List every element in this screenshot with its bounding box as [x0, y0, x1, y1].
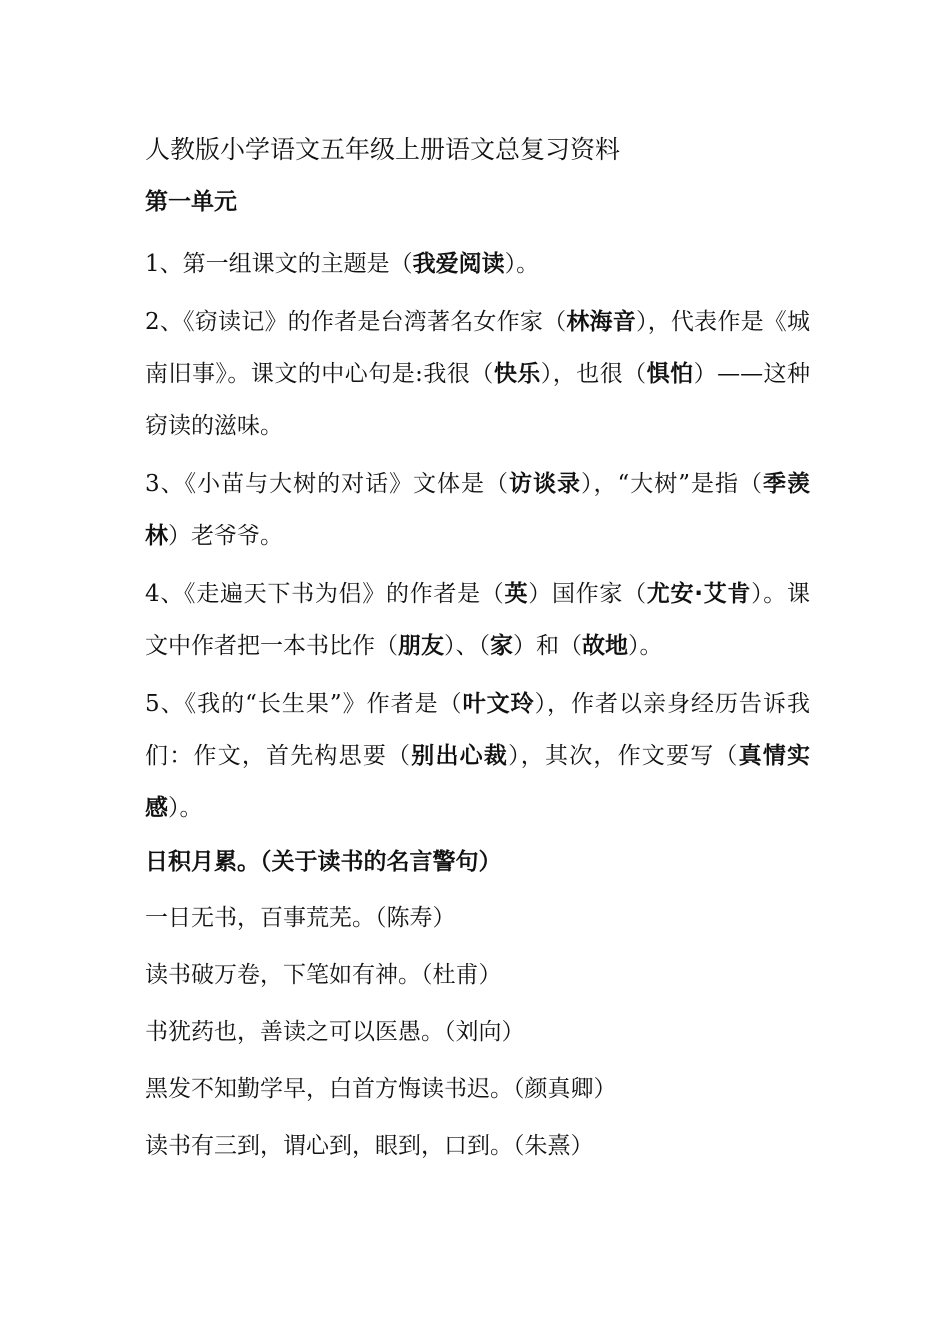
question-text: ）。	[504, 251, 540, 277]
quote-list	[145, 890, 810, 1175]
question-text: ），代表作是《城南旧事》。课文的中心句是:我很（	[145, 309, 811, 387]
answer-text: 叶文玲	[462, 691, 535, 717]
question-text: 5、《我的“长生果”》作者是（	[145, 691, 463, 717]
answer-text: 真情实感	[145, 743, 811, 821]
answer-text: 别出心裁	[411, 743, 509, 769]
question-text: ）、（	[444, 633, 490, 659]
question-text: ）。	[628, 633, 663, 659]
question-text: 2、《窃读记》的作者是台湾著名女作家（	[145, 309, 567, 335]
question-text: ）老爷爷。	[168, 523, 283, 549]
quote-item: 黑发不知勤学早，白首方悔读书迟。（颜真卿）	[145, 1076, 617, 1102]
answer-text: 季羡林	[145, 471, 810, 549]
answer-text: 惧怕	[646, 361, 694, 387]
quote-item: 读书有三到，谓心到，眼到，口到。（朱熹）	[145, 1133, 594, 1159]
answer-text: 我爱阅读	[412, 251, 505, 277]
answer-text: 林海音	[566, 309, 636, 335]
document-title: 人教版小学语文五年级上册语文总复习资料	[145, 135, 621, 164]
answer-text: 尤安·艾肯	[646, 581, 752, 607]
question-text: ）国作家（	[528, 581, 647, 607]
answer-text: 故地	[582, 633, 628, 659]
question-text: 3、《小苗与大树的对话》文体是（	[145, 471, 510, 497]
question-item	[145, 232, 810, 290]
question-text: 4、《走遍天下书为侣》的作者是（	[145, 581, 505, 607]
document-page	[145, 128, 810, 1175]
question-text: ），也很（	[540, 361, 647, 387]
quote-item: 一日无书，百事荒芜。（陈寿）	[145, 905, 456, 931]
answer-text: 访谈录	[509, 471, 582, 497]
question-text: 1、第一组课文的主题是（	[145, 251, 413, 277]
answer-text: 朋友	[398, 633, 444, 659]
question-text: ），作者以亲身经历告诉我们：作文，首先构思要（	[145, 691, 811, 769]
question-item	[145, 290, 810, 452]
question-item	[145, 562, 810, 672]
question-item	[145, 672, 810, 834]
question-item	[145, 452, 810, 562]
quote-item: 读书破万卷，下笔如有神。（杜甫）	[145, 962, 502, 988]
answer-text: 快乐	[493, 361, 541, 387]
question-text: ）和（	[513, 633, 582, 659]
unit-heading: 第一单元	[145, 189, 237, 215]
question-text: ）。	[168, 795, 203, 821]
quote-item: 书犹药也，善读之可以医愚。（刘向）	[145, 1019, 525, 1045]
question-text: ）。课文中作者把一本书比作（	[145, 581, 811, 659]
answer-text: 家	[490, 633, 513, 659]
question-text: ）——这种窃读的滋味。	[145, 361, 811, 439]
question-text: ），“大树”是指（	[581, 471, 763, 497]
quotes-heading: 日积月累。（关于读书的名言警句）	[145, 849, 502, 875]
question-text: ），其次，作文要写（	[508, 743, 739, 769]
answer-text: 英	[504, 581, 529, 607]
question-list	[145, 232, 810, 834]
